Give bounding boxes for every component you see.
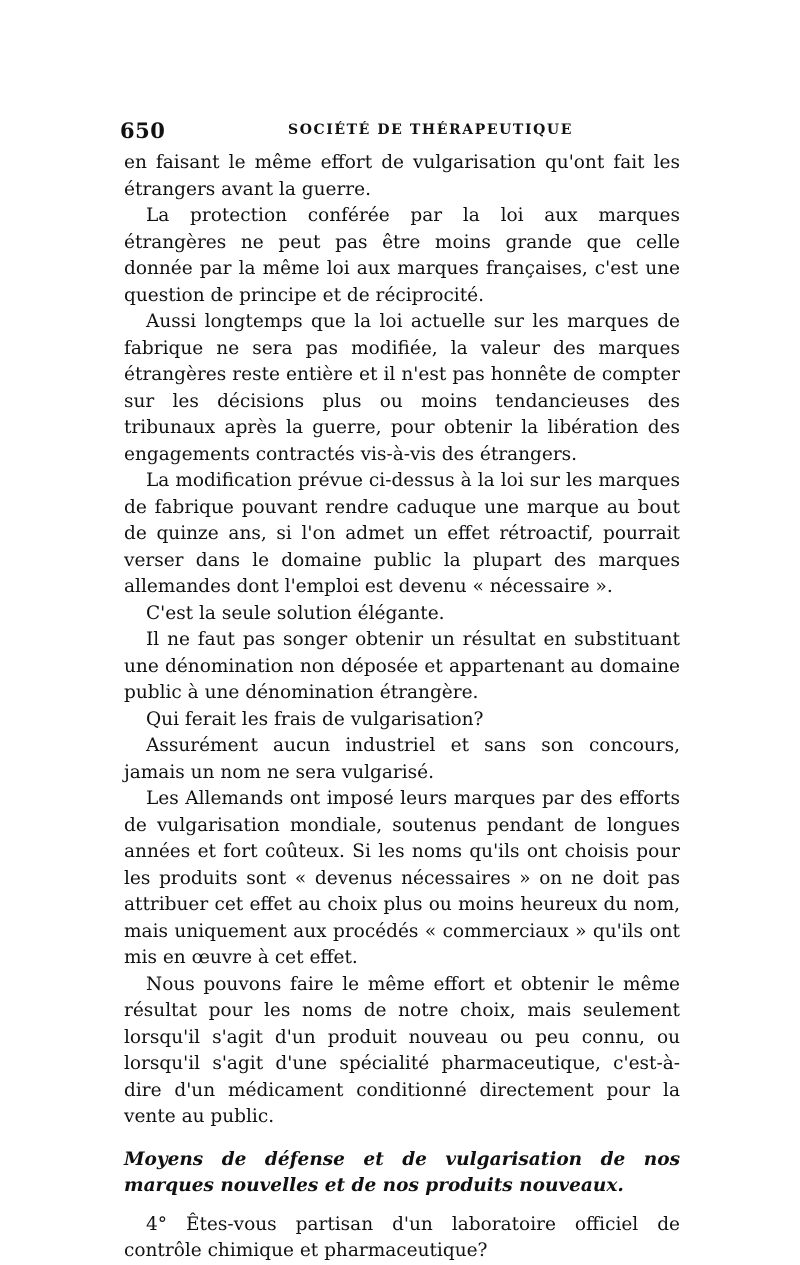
paragraph: Il ne faut pas songer obtenir un résultat en substituant une dénomination non déposée et appartenant au domaine public à une dénomination étrangère. [124,629,680,703]
running-head: SOCIÉTÉ DE THÉRAPEUTIQUE [288,122,573,138]
paragraph: Qui ferait les frais de vulgarisation? [146,708,484,730]
paragraph: Nous pouvons faire le même effort et obtenir le même résultat pour les noms de notre choix, mais seulement lorsqu'il s'agit d'un produit nouveau ou peu connu, ou lorsqu'il s'agit d'une spécialité pharmaceutique, c'est-à-dire d'un médicament conditionné directement pour la vente au public. [124,973,680,1127]
paragraph: Assurément aucun industriel et sans son concours, jamais un nom ne sera vulgarisé. [124,735,680,783]
paragraph: La protection conférée par la loi aux marques étrangères ne peut pas être moins grande que celle donnée par la même loi aux marques françaises, c'est une question de principe et de réciprocité. [124,205,680,306]
section-heading: Moyens de défense et de vulgarisation de nos marques nouvelles et de nos produits nouveaux. [124,1148,680,1196]
paragraph: C'est la seule solution élégante. [146,602,445,624]
paragraph: Aussi longtemps que la loi actuelle sur les marques de fabrique ne sera pas modifiée, la valeur des marques étrangères reste entière et il n'est pas honnête de compter sur les décisions plus ou moins tendancieuses des tribunaux après la guerre, pour obtenir la libération des engagements contractés vis-à-vis des étrangers. [124,311,680,465]
page-header [120,118,680,148]
paragraph: La modification prévue ci-dessus à la loi sur les marques de fabrique pouvant rendre caduque une marque au bout de quinze ans, si l'on admet un effet rétroactif, pourrait verser dans le domaine public la plupart des marques allemandes dont l'emploi est devenu « nécessaire ». [124,470,680,597]
paragraph: Les Allemands ont imposé leurs marques par des efforts de vulgarisation mondiale, soutenus pendant de longues années et fort coûteux. Si les noms qu'ils ont choisis pour les produits sont « devenus nécessaires » on ne doit pas attribuer cet effet au choix plus ou moins heureux du nom, mais uniquement aux procédés « commerciaux » qu'ils ont mis en œuvre à cet effet. [124,788,680,968]
question-paragraph: 4° Êtes-vous partisan d'un laboratoire officiel de contrôle chimique et pharmaceutique? [124,1213,680,1261]
body-text [124,150,680,1265]
paragraph-continuation: en faisant le même effort de vulgarisation qu'ont fait les étrangers avant la guerre. [124,152,680,200]
page-number: 650 [120,118,166,143]
